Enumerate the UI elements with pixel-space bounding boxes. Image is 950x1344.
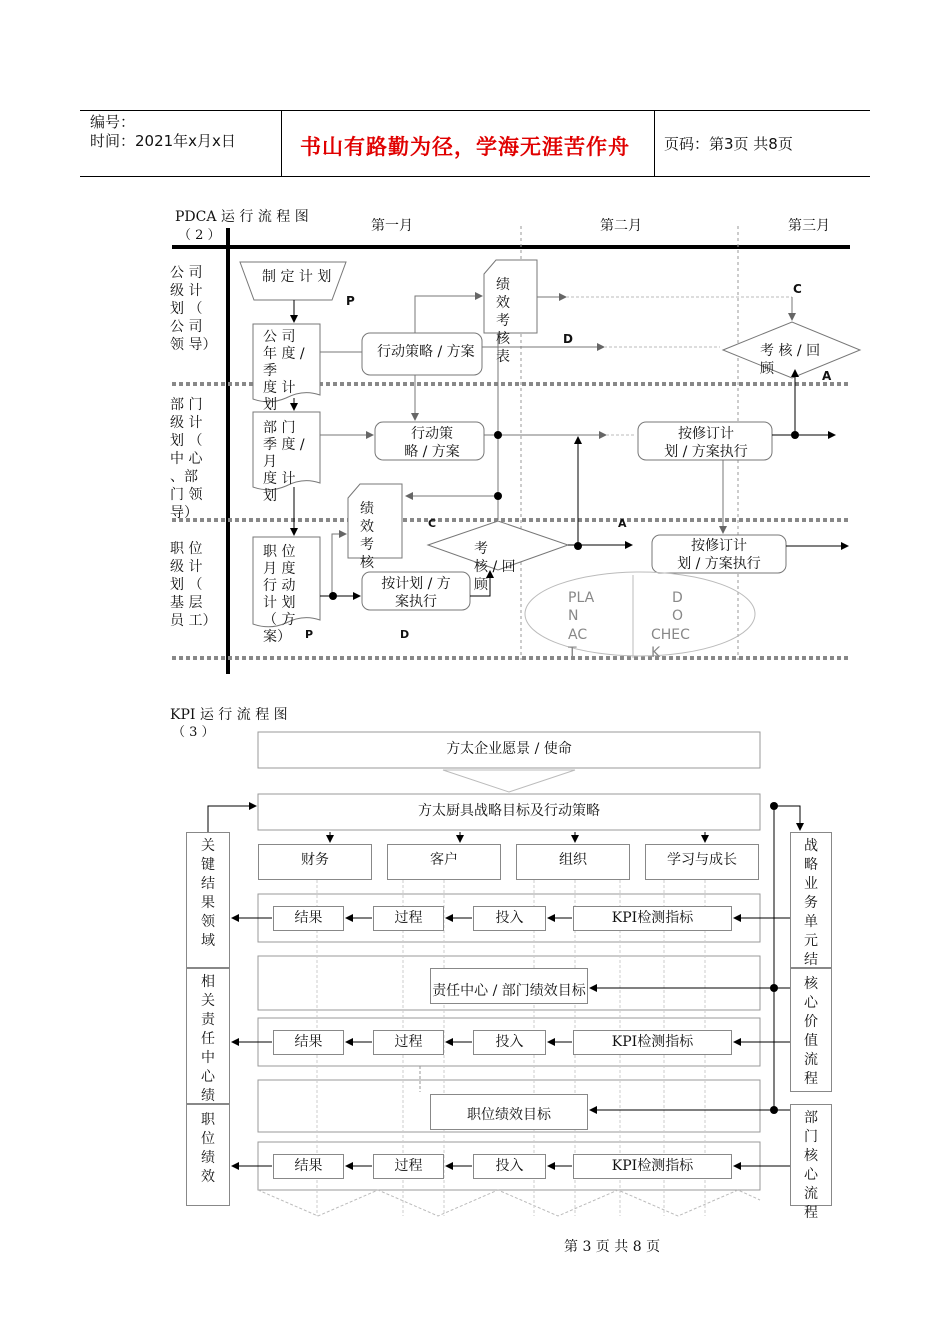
pdca-title: PDCA 运 行 流 程 图 bbox=[175, 209, 309, 225]
kpi-metric-box: KPI检测指标 bbox=[573, 906, 732, 931]
marker-a: A bbox=[822, 369, 832, 383]
cycle-plan-label: PLA N bbox=[568, 590, 595, 624]
result-box: 结果 bbox=[273, 1030, 344, 1055]
result-box: 结果 bbox=[273, 1154, 344, 1179]
right-label-core-value: 核 心 价 值 流 程 bbox=[790, 968, 832, 1092]
perspective-organization: 组织 bbox=[516, 844, 630, 880]
kpi-subtitle: （ 3 ） bbox=[172, 725, 215, 740]
cycle-do-label: D O bbox=[672, 590, 684, 624]
time-label: 时间：2021年x月x日 bbox=[90, 132, 236, 150]
cycle-check-label: CHEC K bbox=[651, 627, 690, 658]
left-label-job-perf: 职 位 绩 效 bbox=[186, 1104, 230, 1206]
process-box: 过程 bbox=[373, 906, 444, 931]
perspective-learning: 学习与成长 bbox=[645, 844, 759, 880]
center-goal-box: 责任中心 / 部门绩效目标 bbox=[430, 968, 588, 1004]
month-2-label: 第二月 bbox=[600, 218, 642, 234]
process-box: 过程 bbox=[373, 1030, 444, 1055]
page-label: 页码：第3页 共8页 bbox=[664, 135, 793, 153]
marker-d: D bbox=[563, 332, 573, 346]
exec-plan-box: 按计划 / 方 案执行 bbox=[381, 576, 451, 610]
make-plan-box: 制 定 计 划 bbox=[262, 269, 332, 285]
month-3-label: 第三月 bbox=[788, 218, 830, 234]
row-label-dept: 部 门 级 计 划 （ 中 心 、部 门 领 导） bbox=[170, 397, 203, 521]
page-footer: 第 3 页 共 8 页 bbox=[564, 1239, 661, 1255]
row-label-company: 公 司 级 计 划 （ 公 司 领 导） bbox=[170, 265, 217, 353]
revise-exec-box-1: 按修订计 划 / 方案执行 bbox=[664, 426, 748, 460]
vision-box: 方太企业愿景 / 使命 bbox=[446, 741, 572, 757]
perf-assess-box: 绩 效 考 核 bbox=[360, 501, 374, 571]
perspective-customer: 客户 bbox=[387, 844, 501, 880]
review-diamond-1: 考 核 / 回 顾 bbox=[760, 343, 821, 377]
cycle-act-label: AC T bbox=[568, 627, 588, 658]
action-strategy-box-2: 行动策 略 / 方案 bbox=[404, 426, 460, 460]
kpi-metric-box: KPI检测指标 bbox=[573, 1030, 732, 1055]
left-label-center-perf: 相 关 责 任 中 心 绩 bbox=[186, 968, 230, 1104]
dept-plan-box: 部 门 季 度 / 月 度 计 划 bbox=[263, 420, 305, 504]
job-plan-box: 职 位 月 度 行 动 计 划 （ 方 案） bbox=[263, 544, 296, 645]
job-goal-box: 职位绩效目标 bbox=[430, 1094, 588, 1130]
strategy-box: 方太厨具战略目标及行动策略 bbox=[418, 803, 600, 819]
perf-table-box: 绩 效 考 核 表 bbox=[496, 277, 510, 365]
month-1-label: 第一月 bbox=[371, 218, 413, 234]
right-label-dept-process: 部 门 核 心 流 程 bbox=[790, 1104, 832, 1206]
input-box: 投入 bbox=[473, 1154, 546, 1179]
marker-c: C bbox=[793, 282, 802, 296]
kpi-metric-box: KPI检测指标 bbox=[573, 1154, 732, 1179]
review-diamond-2: 考 核 / 回 顾 bbox=[474, 541, 516, 593]
row-label-job: 职 位 级 计 划 （ 基 层 员 工） bbox=[170, 541, 217, 629]
marker-c: C bbox=[428, 517, 437, 530]
input-box: 投入 bbox=[473, 1030, 546, 1055]
motto: 书山有路勤为径，学海无涯苦作舟 bbox=[300, 135, 630, 159]
action-strategy-box-1: 行动策略 / 方案 bbox=[377, 344, 475, 360]
right-label-business-unit: 战 略 业 务 单 元 结 bbox=[790, 832, 832, 968]
company-plan-box: 公 司 年 度 / 季 度 计 划 bbox=[263, 329, 305, 413]
input-box: 投入 bbox=[473, 906, 546, 931]
result-box: 结果 bbox=[273, 906, 344, 931]
marker-d: D bbox=[400, 628, 410, 641]
marker-a: A bbox=[618, 517, 627, 530]
left-label-key-results: 关 键 结 果 领 域 bbox=[186, 832, 230, 968]
marker-p: P bbox=[305, 628, 314, 641]
marker-p: P bbox=[346, 294, 355, 308]
pdca-subtitle: （ 2 ） bbox=[178, 228, 221, 243]
process-box: 过程 bbox=[373, 1154, 444, 1179]
kpi-title: KPI 运 行 流 程 图 bbox=[170, 707, 288, 723]
revise-exec-box-2: 按修订计 划 / 方案执行 bbox=[677, 538, 761, 572]
perspective-finance: 财务 bbox=[258, 844, 372, 880]
number-label: 编号： bbox=[90, 113, 136, 131]
